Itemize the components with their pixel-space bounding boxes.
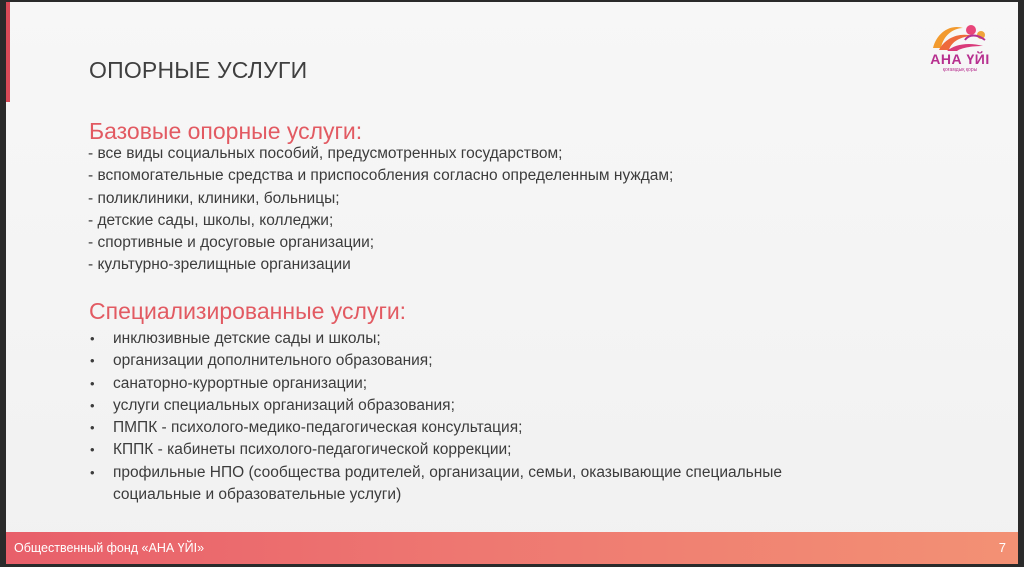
logo-emblem-icon (929, 18, 991, 52)
list-item (88, 373, 848, 395)
slide-title: ОПОРНЫЕ УСЛУГИ (89, 57, 308, 83)
list-item-text: профильные НПО (сообщества родителей, организации, семьи, оказывающие специальные социальные и образовательные услуги) (113, 463, 783, 504)
left-accent-bar (6, 2, 10, 102)
list-item-text: инклюзивные детские сады и школы; (113, 330, 381, 347)
list-item (88, 439, 848, 461)
specialized-services-heading: Специализированные услуги: (89, 298, 407, 324)
list-item (88, 350, 848, 372)
list-item (88, 462, 848, 507)
list-item: - вспомогательные средства и приспособления согласно определенным нуждам; (88, 167, 674, 185)
list-item-text: организации дополнительного образования; (113, 352, 433, 370)
logo-subtitle: қоғамдық қоры (942, 67, 978, 73)
list-item: - культурно-зрелищные организации (88, 256, 351, 274)
list-item: - спортивные и досуговые организации; (88, 234, 375, 252)
list-item (88, 328, 848, 350)
list-item: - детские сады, школы, колледжи; (88, 211, 334, 229)
presentation-slide (6, 2, 1018, 564)
bullet-icon: • (90, 331, 95, 346)
basic-services-list (88, 143, 673, 277)
list-item-text: ПМПК - психолого-медико-педагогическая консультация; (113, 419, 523, 437)
bullet-icon: • (90, 442, 95, 458)
ana-uyi-logo (924, 18, 996, 88)
list-item-text: санаторно-курортные организации; (113, 374, 368, 392)
specialized-services-list (88, 328, 848, 506)
basic-services-heading: Базовые опорные услуги: (89, 118, 363, 144)
page-number: 7 (998, 540, 1006, 555)
list-item: - все виды социальных пособий, предусмотренных государством; (88, 145, 563, 162)
logo-text: АНА ҮЙІ (930, 51, 990, 67)
slide-footer (6, 532, 1018, 564)
bullet-icon: • (90, 353, 95, 369)
list-item (88, 395, 848, 417)
footer-organization-name: Общественный фонд «АНА ҮЙІ» (14, 541, 205, 555)
list-item-text: услуги специальных организаций образования; (113, 396, 455, 414)
bullet-icon: • (90, 375, 95, 391)
bullet-icon: • (90, 464, 95, 480)
list-item (88, 417, 848, 439)
list-item-text: КППК - кабинеты психолого-педагогической коррекции; (113, 441, 512, 459)
bullet-icon: • (90, 420, 95, 436)
list-item: - поликлиники, клиники, больницы; (88, 189, 340, 207)
bullet-icon: • (90, 397, 95, 413)
